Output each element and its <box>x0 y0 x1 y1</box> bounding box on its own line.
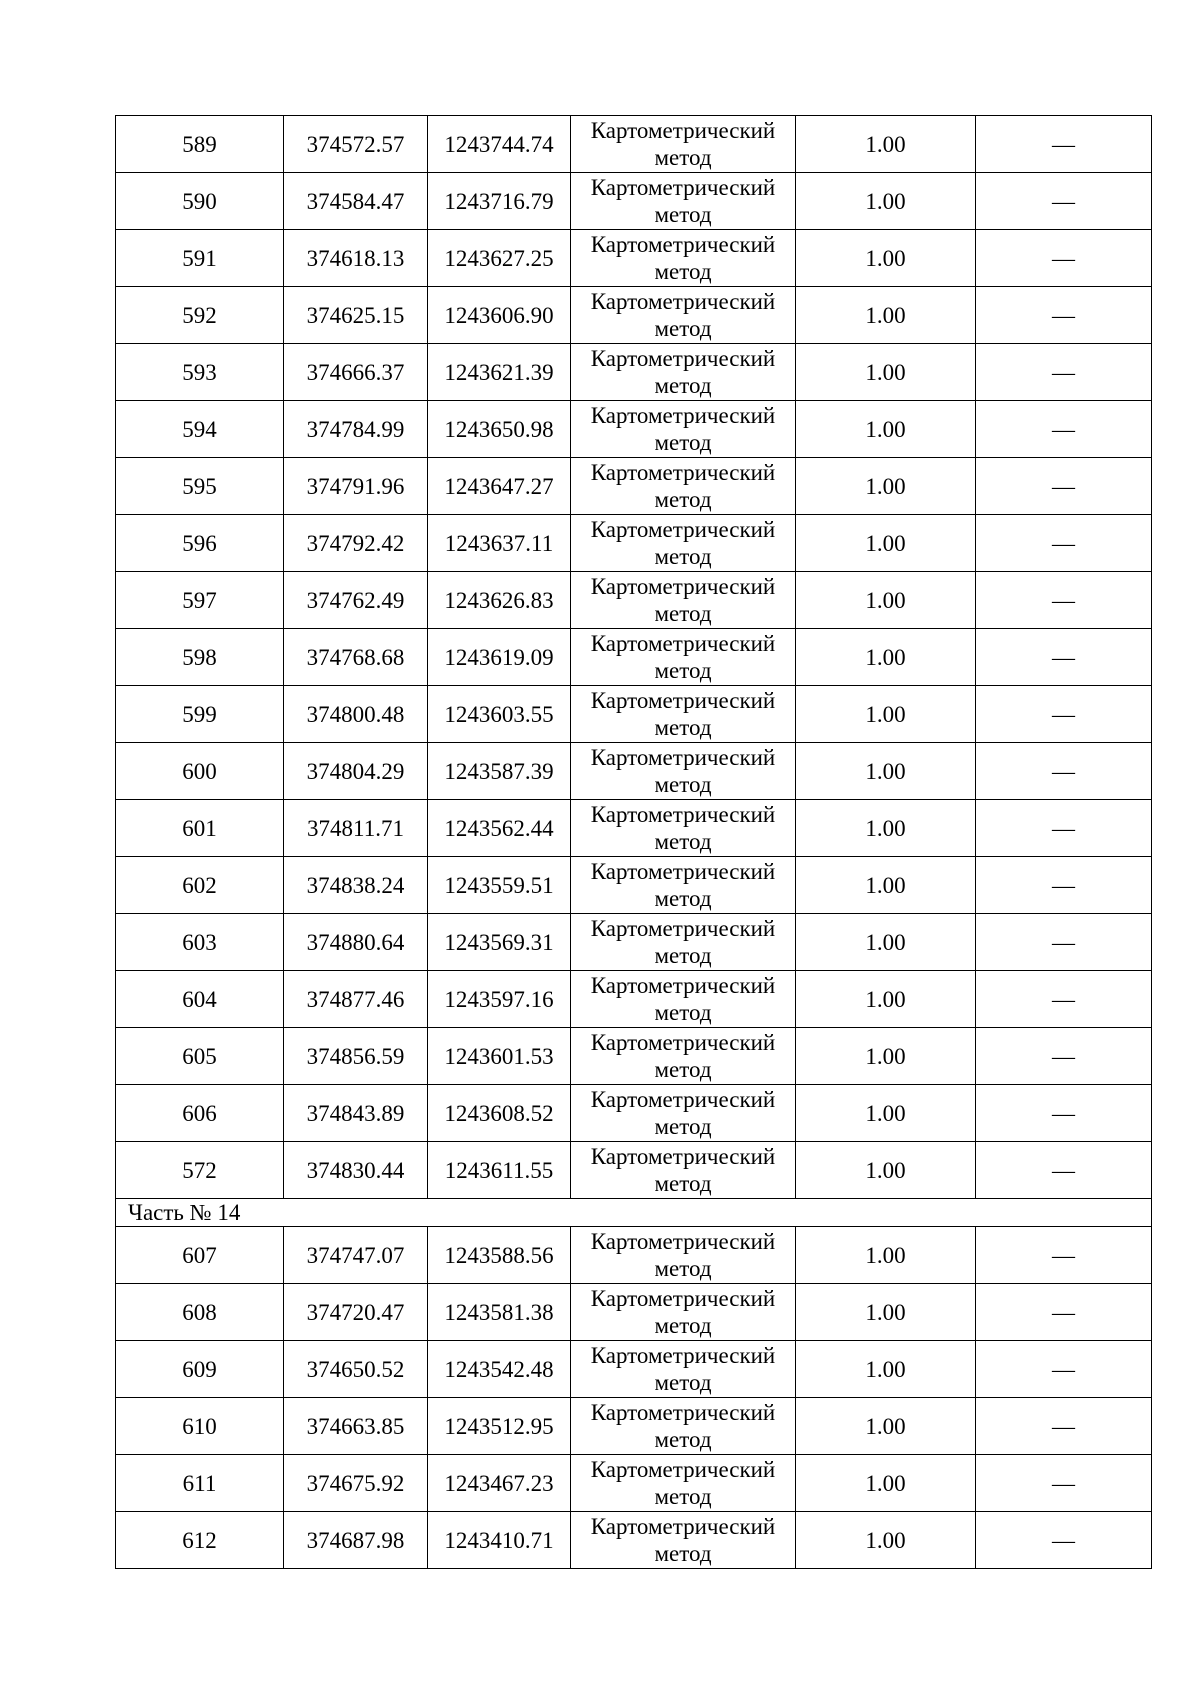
description-cell: — <box>976 401 1152 458</box>
x-coordinate-cell: 374880.64 <box>284 914 428 971</box>
accuracy-cell: 1.00 <box>796 515 976 572</box>
method-line-1: Картометрический <box>590 1343 776 1368</box>
point-number-cell: 602 <box>116 857 284 914</box>
description-cell: — <box>976 743 1152 800</box>
method-line-1: Картометрический <box>590 859 776 884</box>
table-row <box>116 971 1152 1028</box>
point-number-cell: 611 <box>116 1455 284 1512</box>
y-coordinate-cell: 1243611.55 <box>428 1142 571 1199</box>
method-cell <box>571 971 796 1028</box>
method-cell <box>571 1512 796 1569</box>
method-line-2: метод <box>654 886 712 911</box>
description-cell: — <box>976 629 1152 686</box>
accuracy-cell: 1.00 <box>796 344 976 401</box>
method-cell <box>571 629 796 686</box>
method-cell <box>571 686 796 743</box>
point-number-cell: 607 <box>116 1227 284 1284</box>
description-cell: — <box>976 1227 1152 1284</box>
method-cell <box>571 1028 796 1085</box>
accuracy-cell: 1.00 <box>796 800 976 857</box>
point-number-cell: 595 <box>116 458 284 515</box>
table-row <box>116 1398 1152 1455</box>
description-cell: — <box>976 971 1152 1028</box>
description-cell: — <box>976 1512 1152 1569</box>
accuracy-cell: 1.00 <box>796 1085 976 1142</box>
y-coordinate-cell: 1243608.52 <box>428 1085 571 1142</box>
accuracy-cell: 1.00 <box>796 1398 976 1455</box>
y-coordinate-cell: 1243467.23 <box>428 1455 571 1512</box>
method-cell <box>571 572 796 629</box>
method-line-2: метод <box>654 1256 712 1281</box>
method-line-1: Картометрический <box>590 1144 776 1169</box>
method-cell <box>571 287 796 344</box>
description-cell: — <box>976 1455 1152 1512</box>
method-line-1: Картометрический <box>590 232 776 257</box>
method-line-2: метод <box>654 601 712 626</box>
y-coordinate-cell: 1243744.74 <box>428 116 571 173</box>
description-cell: — <box>976 344 1152 401</box>
method-line-2: метод <box>654 1370 712 1395</box>
section-header-row <box>116 1199 1152 1227</box>
method-cell <box>571 344 796 401</box>
description-cell: — <box>976 173 1152 230</box>
accuracy-cell: 1.00 <box>796 1341 976 1398</box>
description-cell: — <box>976 800 1152 857</box>
method-line-2: метод <box>654 772 712 797</box>
x-coordinate-cell: 374762.49 <box>284 572 428 629</box>
x-coordinate-cell: 374784.99 <box>284 401 428 458</box>
method-cell <box>571 914 796 971</box>
method-line-2: метод <box>654 1313 712 1338</box>
y-coordinate-cell: 1243603.55 <box>428 686 571 743</box>
point-number-cell: 610 <box>116 1398 284 1455</box>
point-number-cell: 606 <box>116 1085 284 1142</box>
x-coordinate-cell: 374572.57 <box>284 116 428 173</box>
accuracy-cell: 1.00 <box>796 1227 976 1284</box>
y-coordinate-cell: 1243410.71 <box>428 1512 571 1569</box>
y-coordinate-cell: 1243621.39 <box>428 344 571 401</box>
method-cell <box>571 173 796 230</box>
table-row <box>116 1028 1152 1085</box>
accuracy-cell: 1.00 <box>796 743 976 800</box>
point-number-cell: 598 <box>116 629 284 686</box>
method-line-1: Картометрический <box>590 574 776 599</box>
method-line-2: метод <box>654 1000 712 1025</box>
point-number-cell: 590 <box>116 173 284 230</box>
method-cell <box>571 1227 796 1284</box>
y-coordinate-cell: 1243626.83 <box>428 572 571 629</box>
point-number-cell: 572 <box>116 1142 284 1199</box>
method-line-1: Картометрический <box>590 1229 776 1254</box>
method-cell <box>571 515 796 572</box>
method-line-1: Картометрический <box>590 118 776 143</box>
point-number-cell: 591 <box>116 230 284 287</box>
y-coordinate-cell: 1243542.48 <box>428 1341 571 1398</box>
method-line-1: Картометрический <box>590 745 776 770</box>
method-cell <box>571 1341 796 1398</box>
method-cell <box>571 743 796 800</box>
point-number-cell: 603 <box>116 914 284 971</box>
x-coordinate-cell: 374768.68 <box>284 629 428 686</box>
table-row <box>116 686 1152 743</box>
method-line-2: метод <box>654 373 712 398</box>
point-number-cell: 609 <box>116 1341 284 1398</box>
y-coordinate-cell: 1243647.27 <box>428 458 571 515</box>
x-coordinate-cell: 374650.52 <box>284 1341 428 1398</box>
description-cell: — <box>976 1284 1152 1341</box>
description-cell: — <box>976 458 1152 515</box>
method-line-2: метод <box>654 658 712 683</box>
y-coordinate-cell: 1243627.25 <box>428 230 571 287</box>
table-row <box>116 1512 1152 1569</box>
table-row <box>116 572 1152 629</box>
description-cell: — <box>976 1142 1152 1199</box>
point-number-cell: 600 <box>116 743 284 800</box>
x-coordinate-cell: 374877.46 <box>284 971 428 1028</box>
table-row <box>116 1142 1152 1199</box>
x-coordinate-cell: 374800.48 <box>284 686 428 743</box>
method-line-2: метод <box>654 316 712 341</box>
method-line-1: Картометрический <box>590 688 776 713</box>
method-line-1: Картометрический <box>590 289 776 314</box>
x-coordinate-cell: 374811.71 <box>284 800 428 857</box>
method-line-1: Картометрический <box>590 1087 776 1112</box>
accuracy-cell: 1.00 <box>796 401 976 458</box>
table-row <box>116 401 1152 458</box>
accuracy-cell: 1.00 <box>796 1142 976 1199</box>
method-line-2: метод <box>654 1427 712 1452</box>
method-cell <box>571 401 796 458</box>
description-cell: — <box>976 572 1152 629</box>
description-cell: — <box>976 1341 1152 1398</box>
x-coordinate-cell: 374618.13 <box>284 230 428 287</box>
point-number-cell: 612 <box>116 1512 284 1569</box>
method-line-1: Картометрический <box>590 1030 776 1055</box>
coordinates-table <box>115 115 1152 1569</box>
description-cell: — <box>976 914 1152 971</box>
x-coordinate-cell: 374675.92 <box>284 1455 428 1512</box>
table-row <box>116 1284 1152 1341</box>
y-coordinate-cell: 1243562.44 <box>428 800 571 857</box>
method-line-2: метод <box>654 943 712 968</box>
method-line-2: метод <box>654 1057 712 1082</box>
x-coordinate-cell: 374843.89 <box>284 1085 428 1142</box>
accuracy-cell: 1.00 <box>796 629 976 686</box>
table-row <box>116 800 1152 857</box>
description-cell: — <box>976 287 1152 344</box>
x-coordinate-cell: 374720.47 <box>284 1284 428 1341</box>
method-line-2: метод <box>654 715 712 740</box>
accuracy-cell: 1.00 <box>796 116 976 173</box>
x-coordinate-cell: 374830.44 <box>284 1142 428 1199</box>
table-row <box>116 857 1152 914</box>
method-line-2: метод <box>654 1171 712 1196</box>
point-number-cell: 608 <box>116 1284 284 1341</box>
section-label: Часть № 14 <box>116 1199 1152 1227</box>
method-line-2: метод <box>654 1484 712 1509</box>
method-line-1: Картометрический <box>590 916 776 941</box>
method-line-2: метод <box>654 1541 712 1566</box>
y-coordinate-cell: 1243569.31 <box>428 914 571 971</box>
accuracy-cell: 1.00 <box>796 857 976 914</box>
method-line-2: метод <box>654 544 712 569</box>
coordinates-table-body <box>116 116 1152 1569</box>
method-cell <box>571 857 796 914</box>
table-row <box>116 173 1152 230</box>
method-line-2: метод <box>654 145 712 170</box>
description-cell: — <box>976 1398 1152 1455</box>
method-cell <box>571 1284 796 1341</box>
method-line-1: Картометрический <box>590 403 776 428</box>
method-cell <box>571 1455 796 1512</box>
table-row <box>116 515 1152 572</box>
y-coordinate-cell: 1243716.79 <box>428 173 571 230</box>
y-coordinate-cell: 1243597.16 <box>428 971 571 1028</box>
table-row <box>116 1455 1152 1512</box>
point-number-cell: 601 <box>116 800 284 857</box>
method-line-1: Картометрический <box>590 973 776 998</box>
method-line-2: метод <box>654 1114 712 1139</box>
point-number-cell: 605 <box>116 1028 284 1085</box>
y-coordinate-cell: 1243588.56 <box>428 1227 571 1284</box>
table-row <box>116 1085 1152 1142</box>
method-cell <box>571 230 796 287</box>
y-coordinate-cell: 1243650.98 <box>428 401 571 458</box>
accuracy-cell: 1.00 <box>796 914 976 971</box>
method-cell <box>571 116 796 173</box>
method-cell <box>571 800 796 857</box>
method-line-1: Картометрический <box>590 346 776 371</box>
method-cell <box>571 1142 796 1199</box>
table-row <box>116 344 1152 401</box>
y-coordinate-cell: 1243637.11 <box>428 515 571 572</box>
y-coordinate-cell: 1243601.53 <box>428 1028 571 1085</box>
method-line-1: Картометрический <box>590 1457 776 1482</box>
table-row <box>116 458 1152 515</box>
accuracy-cell: 1.00 <box>796 1512 976 1569</box>
description-cell: — <box>976 515 1152 572</box>
accuracy-cell: 1.00 <box>796 1284 976 1341</box>
method-line-2: метод <box>654 487 712 512</box>
point-number-cell: 604 <box>116 971 284 1028</box>
y-coordinate-cell: 1243606.90 <box>428 287 571 344</box>
method-line-1: Картометрический <box>590 802 776 827</box>
method-line-1: Картометрический <box>590 1286 776 1311</box>
method-line-2: метод <box>654 430 712 455</box>
point-number-cell: 593 <box>116 344 284 401</box>
accuracy-cell: 1.00 <box>796 971 976 1028</box>
y-coordinate-cell: 1243619.09 <box>428 629 571 686</box>
accuracy-cell: 1.00 <box>796 230 976 287</box>
accuracy-cell: 1.00 <box>796 1028 976 1085</box>
x-coordinate-cell: 374804.29 <box>284 743 428 800</box>
description-cell: — <box>976 116 1152 173</box>
y-coordinate-cell: 1243559.51 <box>428 857 571 914</box>
description-cell: — <box>976 857 1152 914</box>
x-coordinate-cell: 374687.98 <box>284 1512 428 1569</box>
table-row <box>116 1341 1152 1398</box>
table-row <box>116 116 1152 173</box>
method-line-2: метод <box>654 202 712 227</box>
method-line-2: метод <box>654 259 712 284</box>
method-line-1: Картометрический <box>590 175 776 200</box>
point-number-cell: 594 <box>116 401 284 458</box>
method-line-1: Картометрический <box>590 1400 776 1425</box>
description-cell: — <box>976 230 1152 287</box>
x-coordinate-cell: 374747.07 <box>284 1227 428 1284</box>
table-row <box>116 230 1152 287</box>
table-row <box>116 629 1152 686</box>
description-cell: — <box>976 686 1152 743</box>
y-coordinate-cell: 1243587.39 <box>428 743 571 800</box>
table-row <box>116 743 1152 800</box>
x-coordinate-cell: 374838.24 <box>284 857 428 914</box>
method-cell <box>571 1085 796 1142</box>
method-cell <box>571 458 796 515</box>
accuracy-cell: 1.00 <box>796 572 976 629</box>
x-coordinate-cell: 374792.42 <box>284 515 428 572</box>
accuracy-cell: 1.00 <box>796 287 976 344</box>
x-coordinate-cell: 374791.96 <box>284 458 428 515</box>
x-coordinate-cell: 374666.37 <box>284 344 428 401</box>
method-cell <box>571 1398 796 1455</box>
description-cell: — <box>976 1028 1152 1085</box>
point-number-cell: 589 <box>116 116 284 173</box>
accuracy-cell: 1.00 <box>796 1455 976 1512</box>
x-coordinate-cell: 374584.47 <box>284 173 428 230</box>
description-cell: — <box>976 1085 1152 1142</box>
method-line-2: метод <box>654 829 712 854</box>
accuracy-cell: 1.00 <box>796 173 976 230</box>
point-number-cell: 597 <box>116 572 284 629</box>
table-row <box>116 1227 1152 1284</box>
point-number-cell: 596 <box>116 515 284 572</box>
x-coordinate-cell: 374663.85 <box>284 1398 428 1455</box>
table-row <box>116 287 1152 344</box>
y-coordinate-cell: 1243512.95 <box>428 1398 571 1455</box>
method-line-1: Картометрический <box>590 631 776 656</box>
accuracy-cell: 1.00 <box>796 458 976 515</box>
x-coordinate-cell: 374625.15 <box>284 287 428 344</box>
accuracy-cell: 1.00 <box>796 686 976 743</box>
method-line-1: Картометрический <box>590 517 776 542</box>
y-coordinate-cell: 1243581.38 <box>428 1284 571 1341</box>
table-row <box>116 914 1152 971</box>
point-number-cell: 592 <box>116 287 284 344</box>
method-line-1: Картометрический <box>590 1514 776 1539</box>
x-coordinate-cell: 374856.59 <box>284 1028 428 1085</box>
point-number-cell: 599 <box>116 686 284 743</box>
method-line-1: Картометрический <box>590 460 776 485</box>
